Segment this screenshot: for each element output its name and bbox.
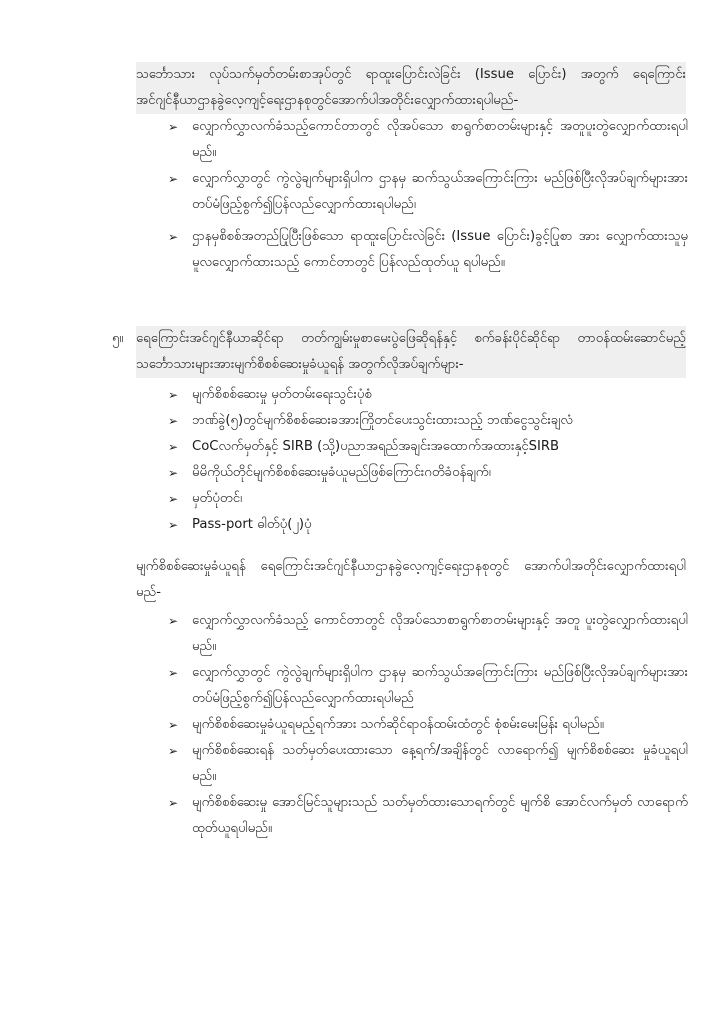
eye-exam-apply-intro-paragraph: မျက်စိစစ်ဆေးမှုခံယူရန် ရေကြောင်းအင်ဂျင်နီယာဌာနခွဲလေ့ကျင့်ရေးဌာနစုတွင် အောက်ပါအတိုင်းလျှောက်ထားရပါမည်-	[136, 559, 686, 600]
list-item-text: မျက်စိစစ်ဆေးမှု အောင်မြင်သူများသည် သတ်မှတ်ထားသောရက်တွင် မျက်စိ အောင်လက်မှတ် လာရောက် ထုတ်ယူရပါမည်။	[192, 795, 688, 836]
list-item	[168, 224, 688, 276]
list-item	[168, 166, 688, 218]
arrow-bullet-icon: ➢	[168, 388, 179, 402]
issue-change-bullet-list	[168, 114, 688, 276]
list-item	[168, 608, 688, 660]
list-item	[168, 486, 688, 512]
list-item	[168, 408, 688, 434]
issue-change-intro-paragraph: သင်္ဘောသား လုပ်သက်မှတ်တမ်းစာအုပ်တွင် ရာထူးပြောင်းလဲခြင်း (Issue ပြောင်း) အတွက် ရေကြောင်းအင်ဂျင်နီယာဌာနခွဲလေ့ကျင့်ရေးဌာနစုတွင်အောက်ပါအတိုင်းလျှောက်ထားရပါမည်-	[136, 62, 686, 114]
list-item-text: ဌာနမှစိစစ်အတည်ပြုပြီးဖြစ်သော ရာထူးပြောင်းလဲခြင်း (Issue ပြောင်း)ခွင့်ပြုစာ အား လျှောက်ထားသူမှ မူလလျှောက်ထားသည့် ကောင်တာတွင် ပြန်လည်ထုတ်ယူ ရပါမည်။	[192, 229, 688, 270]
list-item	[168, 660, 688, 712]
list-item-text: လျှောက်လွှာတွင် ကွဲလွဲချက်များရှိပါက ဌာနမှ ဆက်သွယ်အကြောင်းကြား မည်ဖြစ်ပြီးလိုအပ်ချက်များအားတပ်မံဖြည့်စွက်၍ပြန်လည်လျှောက်ထားရပါမည်၊	[192, 171, 688, 212]
list-item	[168, 512, 688, 538]
arrow-bullet-icon: ➢	[168, 120, 179, 134]
list-item-text: မျက်စိစစ်ဆေးရန် သတ်မှတ်ပေးထားသော နေ့ရက်/အချိန်တွင် လာရောက်၍ မျက်စိစစ်ဆေး မှုခံယူရပါမည်။	[192, 743, 688, 784]
arrow-bullet-icon: ➢	[168, 518, 179, 532]
arrow-bullet-icon: ➢	[168, 440, 179, 454]
list-item-text: Pass-port ဓါတ်ပုံ(၂)ပုံ	[192, 517, 312, 532]
arrow-bullet-icon: ➢	[168, 614, 179, 628]
list-item	[168, 738, 688, 790]
arrow-bullet-icon: ➢	[168, 744, 179, 758]
section-heading: ရေကြောင်းအင်ဂျင်နီယာဆိုင်ရာ တတ်ကျွမ်းမှုစာမေးပွဲဖြေဆိုရန်နှင့် စက်ခန်းပိုင်ဆိုင်ရာ တာဝန်ထမ်းဆောင်မည့်သင်္ဘောသားများအားမျက်စိစစ်ဆေးမှုခံယူရန် အတွက်လိုအပ်ချက်များ-	[136, 326, 686, 378]
list-item-text: မှတ်ပုံတင်၊	[192, 491, 243, 506]
arrow-bullet-icon: ➢	[168, 718, 179, 732]
list-item-text: မျက်စိစစ်ဆေးမှုခံယူရမည့်ရက်အား သက်ဆိုင်ရာဝန်ထမ်းထံတွင် စုံစမ်းမေးမြန်း ရပါမည်။	[192, 717, 604, 732]
arrow-bullet-icon: ➢	[168, 492, 179, 506]
list-item	[168, 712, 688, 738]
list-item	[168, 382, 688, 408]
requirements-bullet-list	[168, 382, 688, 538]
arrow-bullet-icon: ➢	[168, 466, 179, 480]
list-item-text: မျက်စိစစ်ဆေးမှု မှတ်တမ်းရေးသွင်းပုံစံ	[192, 387, 372, 402]
list-item	[168, 460, 688, 486]
arrow-bullet-icon: ➢	[168, 414, 179, 428]
arrow-bullet-icon: ➢	[168, 796, 179, 810]
list-item-text: လျှောက်လွှာလက်ခံသည့် ကောင်တာတွင် လိုအပ်သောစာရွက်စာတမ်းများနှင့် အတူ ပူးတွဲလျှောက်ထားရပါမည်။	[192, 613, 688, 654]
list-item-text: ဘဏ်ခွဲ(၅)တွင်မျက်စိစစ်ဆေးခအားကြိုတင်ပေးသွင်းထားသည့် ဘဏ်ငွေသွင်းချလံ	[192, 413, 573, 428]
list-item-text: မိမိကိုယ်တိုင်မျက်စိစစ်ဆေးမှုခံယူမည်ဖြစ်ကြောင်းဂတိခံဝန်ချက်၊	[192, 465, 491, 480]
list-item	[168, 790, 688, 842]
arrow-bullet-icon: ➢	[168, 666, 179, 680]
section-number: ၅။	[112, 331, 124, 346]
list-item-text: လျှောက်လွှာတွင် ကွဲလွဲချက်များရှိပါက ဌာနမှ ဆက်သွယ်အကြောင်းကြား မည်ဖြစ်ပြီးလိုအပ်ချက်များအားတပ်မံဖြည့်စွက်၍ပြန်လည်လျှောက်ထားရပါမည်	[192, 665, 688, 706]
list-item	[168, 114, 688, 166]
eye-exam-apply-bullet-list	[168, 608, 688, 842]
list-item-text: လျှောက်လွှာလက်ခံသည့်ကောင်တာတွင် လိုအပ်သော စာရွက်စာတမ်းများနှင့် အတူပူးတွဲလျှောက်ထားရပါမည်။	[192, 119, 688, 160]
list-item-text: CoCလက်မှတ်နှင့် SIRB (သို့)ပညာအရည်အချင်းအထောက်အထားနှင့်SIRB	[192, 439, 560, 454]
arrow-bullet-icon: ➢	[168, 172, 179, 186]
list-item	[168, 434, 688, 460]
arrow-bullet-icon: ➢	[168, 230, 179, 244]
